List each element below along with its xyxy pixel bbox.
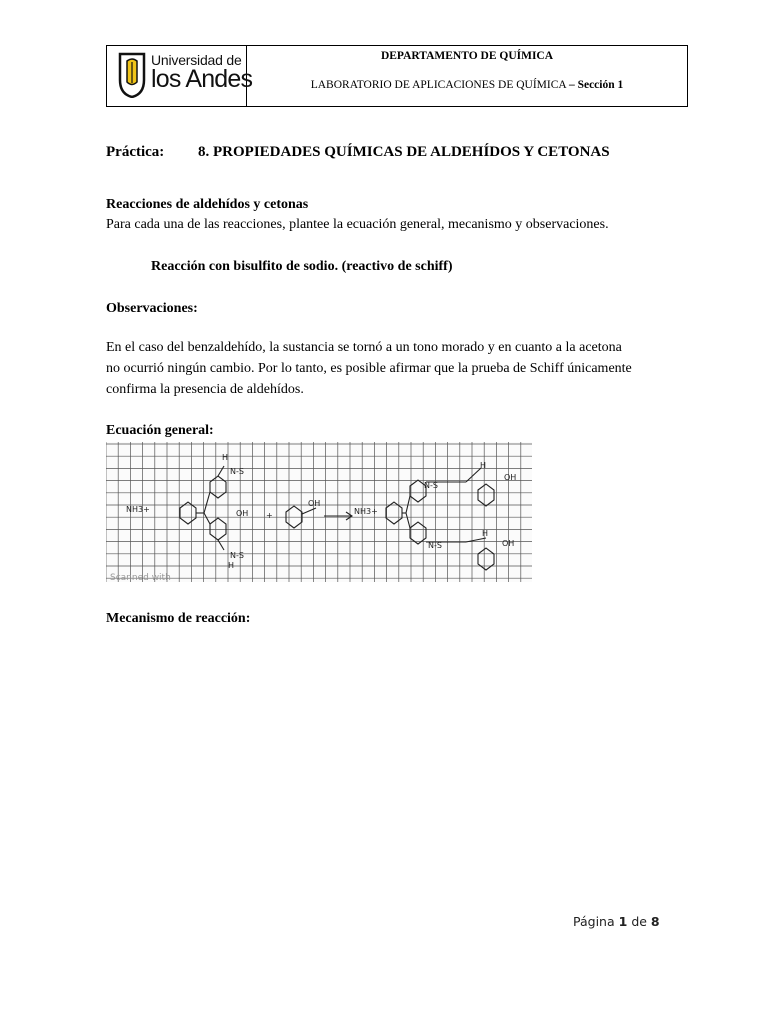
sketch-h-right-top: H [480, 461, 487, 470]
lab-separator: – [568, 79, 575, 91]
sketch-h-left-top: H [222, 453, 229, 462]
reactions-heading: Reacciones de aldehídos y cetonas [106, 197, 309, 212]
sketch-watermark: Scanned with [110, 573, 171, 582]
equation-sketch [106, 442, 532, 582]
sketch-nh3-left: NH3+ [126, 505, 150, 514]
equation-heading: Ecuación general: [106, 423, 214, 438]
sketch-plus: + [266, 511, 273, 520]
page-of-label: de [631, 914, 647, 929]
sketch-ns-left-top: N-S [230, 467, 244, 476]
page-total: 8 [650, 914, 660, 929]
department-name: DEPARTAMENTO DE QUÍMICA [380, 50, 554, 62]
page-label: Página [573, 914, 615, 929]
page-footer [573, 914, 660, 929]
sketch-oh-right-bottom: OH [502, 539, 515, 548]
lab-title [247, 79, 687, 91]
document-header [106, 45, 688, 107]
sketch-ns-right-top: N-S [424, 481, 438, 490]
sketch-ns-left-bottom: N-S [230, 551, 244, 560]
sketch-ns-right-bottom: N-S [428, 541, 442, 550]
sketch-nh3-right: NH3+ [354, 507, 378, 516]
lab-section: Sección 1 [577, 79, 624, 91]
sketch-h-right-bottom: H [482, 529, 489, 538]
sketch-h-left-bottom: H [228, 561, 235, 570]
reactions-instructions: Para cada una de las reacciones, plantee la ecuación general, mecanismo y observaciones. [106, 217, 609, 232]
logo-text-line1: Universidad de [151, 52, 242, 68]
observation-line-2: no ocurrió ningún cambio. Por lo tanto, es posible afirmar que la prueba de Schiff únicamente [106, 361, 632, 376]
observation-line-1: En el caso del benzaldehído, la sustancia se tornó a un tono morado y en cuanto a la acetona [106, 340, 622, 355]
lab-name: LABORATORIO DE APLICACIONES DE QUÍMICA [310, 79, 567, 91]
sketch-oh-left: OH [236, 509, 249, 518]
observation-line-3: confirma la presencia de aldehídos. [106, 382, 304, 397]
mechanism-heading: Mecanismo de reacción: [106, 611, 251, 626]
observations-heading: Observaciones: [106, 301, 198, 316]
reaction-title: Reacción con bisulfito de sodio. (reactivo de schiff) [151, 259, 453, 274]
page-number: 1 [618, 914, 628, 929]
university-logo [107, 46, 253, 106]
university-crest-icon [117, 52, 147, 98]
practice-label: Práctica: [106, 144, 165, 160]
practice-title: 8. PROPIEDADES QUÍMICAS DE ALDEHÍDOS Y CETONAS [198, 144, 610, 160]
sketch-oh-center: OH [308, 499, 321, 508]
sketch-oh-right-top: OH [504, 473, 517, 482]
logo-text-line2: los Andes [151, 65, 253, 93]
